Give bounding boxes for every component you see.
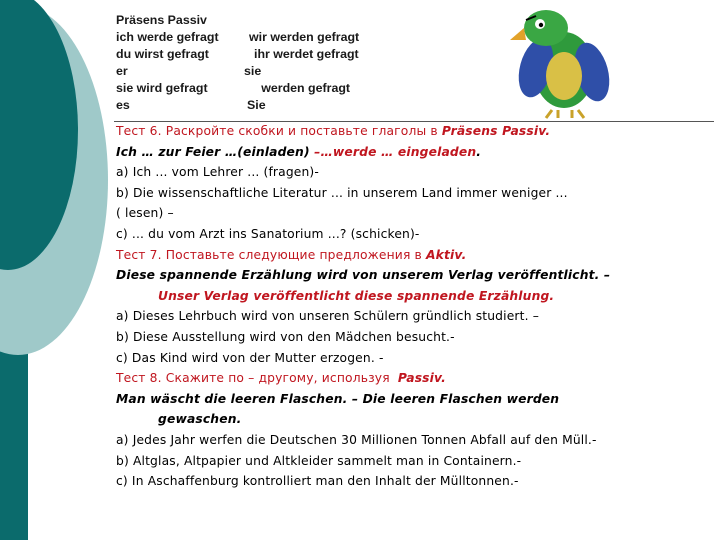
- list-item: c) In Aschaffenburg kontrolliert man den Inhalt der Mülltonnen.-: [116, 474, 519, 489]
- list-item: b) Die wissenschaftliche Literatur ... in unserem Land immer weniger ...: [116, 185, 568, 200]
- test7-title: Тест 7. Поставьте следующие предложения в Aktiv.: [116, 247, 467, 262]
- test7-example: Diese spannende Erzählung wird von unserem Verlag veröffentlicht. –: [116, 268, 611, 283]
- test6-example: Ich … zur Feier …(einladen) –…werde … eingeladen.: [116, 144, 482, 159]
- conjugation-row: du wirst gefragt ihr werdet gefragt: [116, 47, 359, 61]
- test8-title: Тест 8. Скажите по – другому, используя Passiv.: [116, 371, 447, 386]
- list-item: b) Altglas, Altpapier und Altkleider sammelt man in Containern.-: [116, 453, 522, 468]
- exercise-text: [116, 121, 672, 492]
- list-item: a) Dieses Lehrbuch wird von unseren Schülern gründlich studiert. –: [116, 309, 540, 324]
- parrot-illustration: [506, 6, 618, 120]
- test7-example-answer: Unser Verlag veröffentlicht diese spannende Erzählung.: [158, 288, 555, 303]
- conjugation-table: [116, 12, 516, 114]
- test8-example: Man wäscht die leeren Flaschen. – Die leeren Flaschen werden: [116, 391, 560, 406]
- conjugation-row: sie wird gefragt werden gefragt: [116, 81, 351, 95]
- list-item: c) Das Kind wird von der Mutter erzogen. -: [116, 350, 384, 365]
- test6-title: Тест 6. Раскройте скобки и поставьте глаголы в Präsens Passiv.: [116, 124, 551, 138]
- conjugation-title: Präsens Passiv: [116, 13, 207, 27]
- test8-example-cont: gewaschen.: [158, 412, 242, 427]
- list-item: c) ... du vom Arzt ins Sanatorium ...? (schicken)-: [116, 226, 420, 241]
- list-item: a) Ich ... vom Lehrer ... (fragen)-: [116, 165, 319, 180]
- slide-decoration: [0, 0, 110, 540]
- conjugation-row: es Sie: [116, 98, 266, 112]
- list-item: b) Diese Ausstellung wird von den Mädchen besucht.-: [116, 329, 455, 344]
- conjugation-row: er sie: [116, 64, 262, 78]
- conjugation-row: ich werde gefragt wir werden gefragt: [116, 30, 360, 44]
- list-item: ( lesen) –: [116, 206, 174, 221]
- list-item: a) Jedes Jahr werfen die Deutschen 30 Millionen Tonnen Abfall auf den Müll.-: [116, 432, 597, 447]
